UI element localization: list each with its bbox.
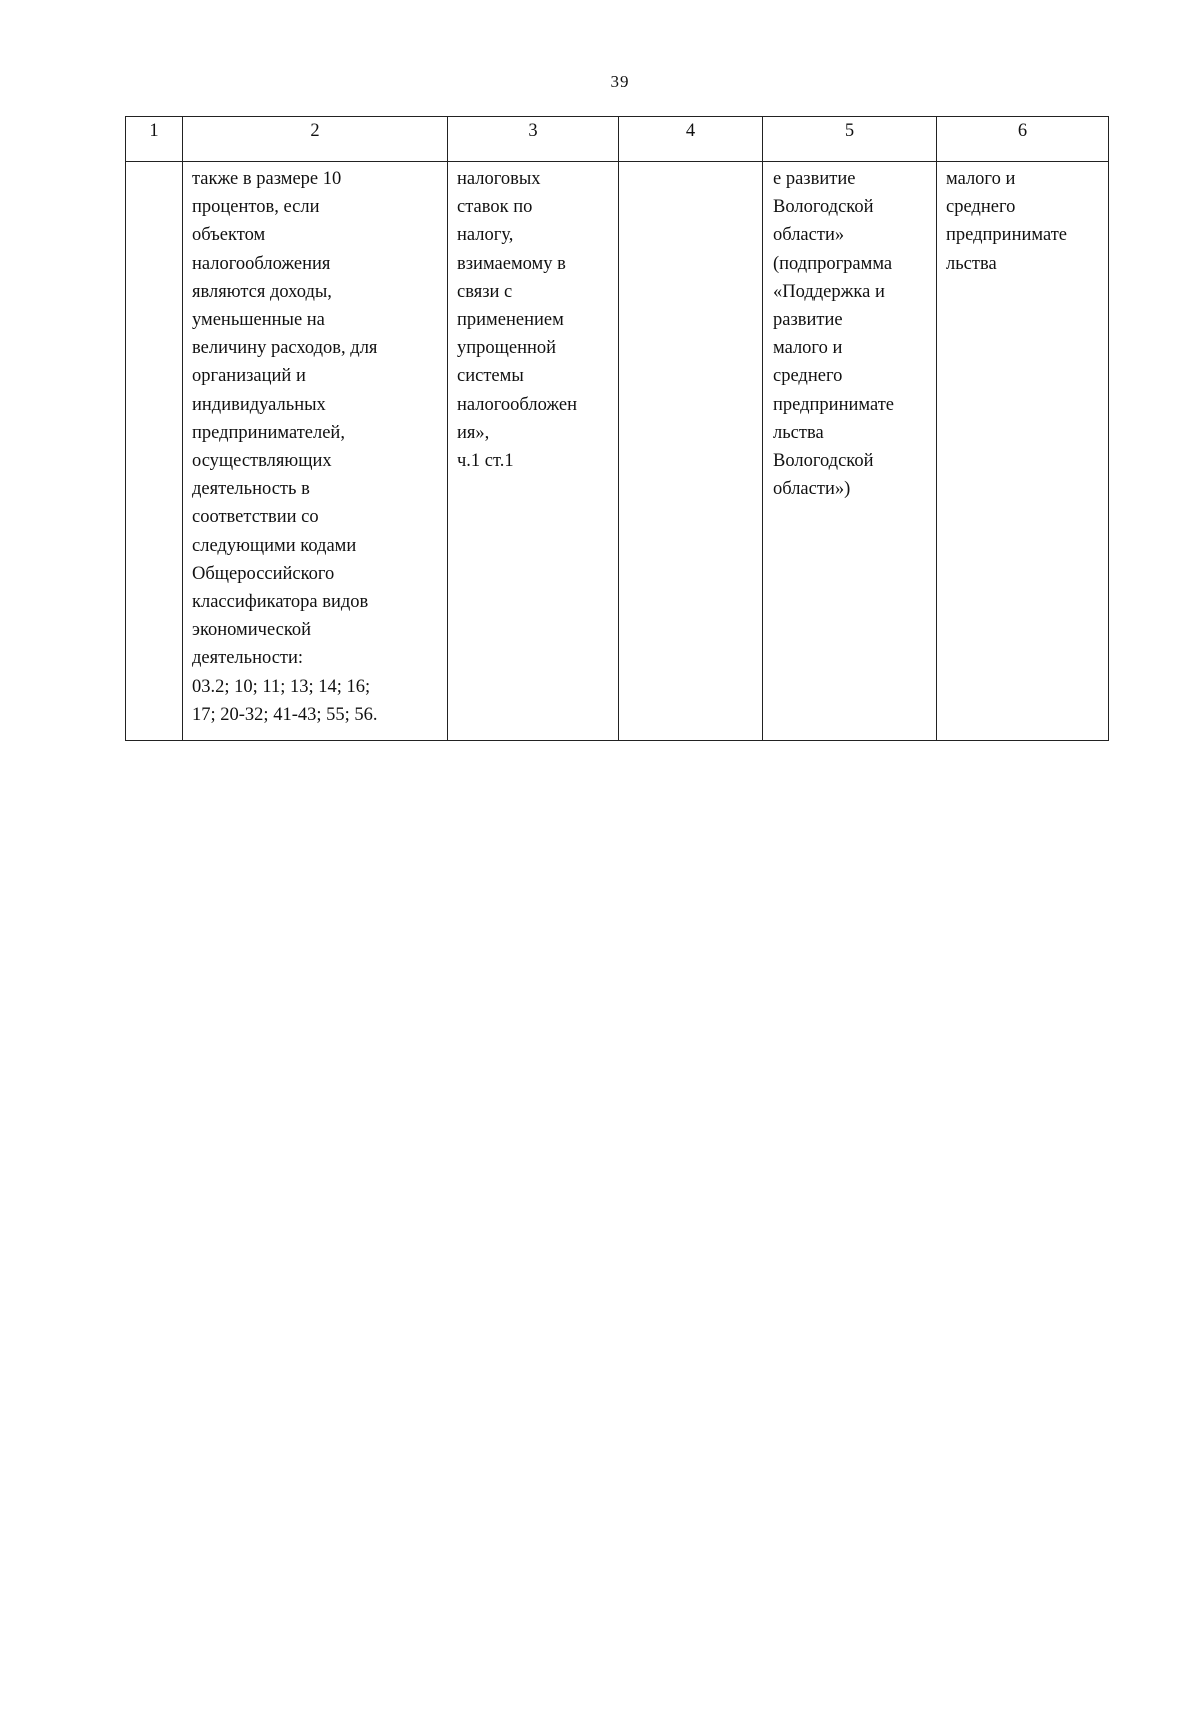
- table-header-row: [126, 117, 1109, 162]
- table-cell-col4: [619, 162, 763, 741]
- table-cell-col1: [126, 162, 183, 741]
- column-header-6: 6: [937, 117, 1109, 162]
- cell-text-col3: налоговых ставок по налогу, взимаемому в связи с применением упрощенной системы налогообложен ия», ч.1 ст.1: [457, 169, 578, 472]
- cell-text-col1: [126, 162, 182, 740]
- column-header-3: 3: [448, 117, 619, 162]
- table-row: [126, 162, 1109, 741]
- cell-text-col6: малого и среднего предпринимате льства: [946, 169, 1067, 274]
- cell-text-col2: также в размере 10 процентов, если объектом налогообложения являются доходы, уменьшенные на величину расходов, для организаций и индивидуальных предпринимателей, осуществляющих деятельность в соответствии со следующими кодами Общероссийского классификатора видов экономической деятельности: 03.2; 10; 11; 13; 14; 16; 17; 20-32; 41-43; 55; 56.: [192, 169, 378, 725]
- column-header-5: 5: [763, 117, 937, 162]
- column-header-4: 4: [619, 117, 763, 162]
- column-header-1: 1: [126, 117, 183, 162]
- table-cell-col6: [937, 162, 1109, 741]
- table-cell-col3: [448, 162, 619, 741]
- page-number: 39: [610, 72, 630, 91]
- document-table: [125, 116, 1109, 741]
- cell-text-col5: е развитие Вологодской области» (подпрограмма «Поддержка и развитие малого и среднего предпринимате льства Вологодской области»): [773, 169, 894, 500]
- table-cell-col2: [183, 162, 448, 741]
- cell-text-col4: [619, 162, 762, 740]
- column-header-2: 2: [183, 117, 448, 162]
- table-cell-col5: [763, 162, 937, 741]
